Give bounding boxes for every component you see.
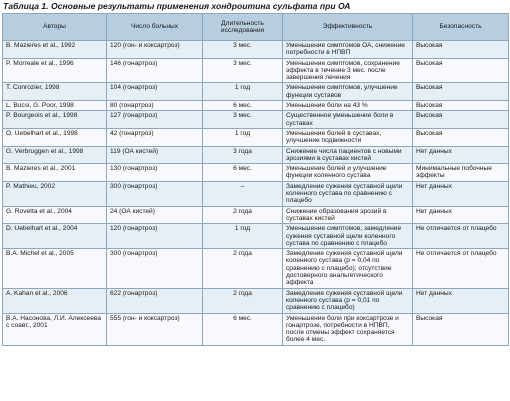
cell-patients: 80 (гонартроз) xyxy=(107,101,203,111)
cell-safety: Высокая xyxy=(413,101,509,111)
cell-duration: 1 год xyxy=(203,128,283,146)
header-duration: Длительность исследования xyxy=(203,14,283,41)
cell-patients: 555 (гон- и коксартроз) xyxy=(107,313,203,345)
cell-patients: 130 (гонартроз) xyxy=(107,164,203,182)
cell-duration: 6 мес. xyxy=(203,164,283,182)
cell-efficacy: Уменьшение болей в суставах, улучшение подвижности xyxy=(283,128,413,146)
cell-patients: 127 (гонартроз) xyxy=(107,111,203,129)
table-row xyxy=(3,206,509,224)
cell-authors: G. Verbruggen et al., 1998 xyxy=(3,146,107,164)
cell-duration: 2 года xyxy=(203,288,283,313)
cell-safety: Высокая xyxy=(413,41,509,59)
table-row xyxy=(3,58,509,83)
cell-authors: B.A. Michel et al., 2005 xyxy=(3,249,107,288)
cell-patients: 300 (гонартроз) xyxy=(107,181,203,206)
cell-efficacy: Уменьшение симптомов, улучшение функции суставов xyxy=(283,83,413,101)
cell-safety: Не отличается от плацебо xyxy=(413,224,509,249)
cell-duration: 2 года xyxy=(203,206,283,224)
cell-authors: A. Kahan et al., 2006 xyxy=(3,288,107,313)
cell-patients: 104 (гонартроз) xyxy=(107,83,203,101)
table-row xyxy=(3,101,509,111)
table-row xyxy=(3,128,509,146)
cell-efficacy: Уменьшение болей и улучшение функции коленного сустава xyxy=(283,164,413,182)
cell-safety: Нет данных xyxy=(413,288,509,313)
table-row xyxy=(3,83,509,101)
table-row xyxy=(3,313,509,345)
header-patients: Число больных xyxy=(107,14,203,41)
cell-duration: 1 год xyxy=(203,224,283,249)
cell-safety: Не отличается от плацебо xyxy=(413,249,509,288)
cell-authors: P. Mathieu, 2002 xyxy=(3,181,107,206)
cell-authors: В.А. Насонова, Л.И. Алексеева с соавт., 2001 xyxy=(3,313,107,345)
cell-safety: Высокая xyxy=(413,111,509,129)
cell-duration: 3 года xyxy=(203,146,283,164)
cell-authors: T. Conrozier, 1998 xyxy=(3,83,107,101)
cell-patients: 24 (ОА кистей) xyxy=(107,206,203,224)
cell-efficacy: Уменьшение симптомов, сохранение эффекта в течение 3 мес. после завершения лечения xyxy=(283,58,413,83)
cell-duration: 3 мес. xyxy=(203,111,283,129)
cell-efficacy: Замедление сужения суставной щели коленного сустава (р = 0,04 по сравнению с плацебо); отсутствие достоверного анальгетического эффекта xyxy=(283,249,413,288)
cell-authors: G. Rovetta et al., 2004 xyxy=(3,206,107,224)
cell-patients: 622 (гонартроз) xyxy=(107,288,203,313)
cell-safety: Высокая xyxy=(413,128,509,146)
table-row xyxy=(3,41,509,59)
header-efficacy: Эффективность xyxy=(283,14,413,41)
cell-authors: O. Uebelhart et al., 1998 xyxy=(3,128,107,146)
table-caption: Таблица 1. Основные результаты применения хондроитина сульфата при ОА xyxy=(3,1,351,11)
cell-duration: 6 мес. xyxy=(203,313,283,345)
cell-duration: – xyxy=(203,181,283,206)
cell-safety: Высокая xyxy=(413,58,509,83)
cell-safety: Минимальные побочные эффекты xyxy=(413,164,509,182)
cell-efficacy: Существенное уменьшение боли в суставах xyxy=(283,111,413,129)
cell-authors: B. Mazieres et al., 2001 xyxy=(3,164,107,182)
cell-efficacy: Уменьшение симптомов, замедление сужения суставной щели коленного сустава по сравнению с плацебо xyxy=(283,224,413,249)
table-row xyxy=(3,249,509,288)
cell-duration: 2 года xyxy=(203,249,283,288)
cell-duration: 3 мес. xyxy=(203,41,283,59)
cell-efficacy: Снижение образования эрозий в суставах кистей xyxy=(283,206,413,224)
table-row xyxy=(3,111,509,129)
table-row xyxy=(3,288,509,313)
cell-safety: Нет данных xyxy=(413,146,509,164)
cell-authors: P. Bourgeois et al., 1998 xyxy=(3,111,107,129)
table-body xyxy=(3,41,509,346)
table-row xyxy=(3,181,509,206)
cell-patients: 119 (ОА кистей) xyxy=(107,146,203,164)
cell-efficacy: Снижение числа пациентов с новыми эрозиями в суставах кистей xyxy=(283,146,413,164)
header-row xyxy=(3,14,509,41)
cell-patients: 42 (гонартроз) xyxy=(107,128,203,146)
cell-duration: 3 мес. xyxy=(203,58,283,83)
cell-authors: B. Mazieres et al., 1992 xyxy=(3,41,107,59)
header-authors: Авторы xyxy=(3,14,107,41)
cell-duration: 1 год xyxy=(203,83,283,101)
cell-efficacy: Замедление сужения суставной щели коленного сустава по сравнению с плацебо xyxy=(283,181,413,206)
cell-patients: 120 (гонартроз) xyxy=(107,224,203,249)
cell-efficacy: Уменьшение боли при коксартрозе и гонартрозе, потребности в НПВП, после отмены эффект сохраняется более 4 мес. xyxy=(283,313,413,345)
cell-authors: P. Morreale et al., 1996 xyxy=(3,58,107,83)
cell-efficacy: Замедление сужения суставной щели коленного сустава (р = 0,01 по сравнению с плацебо) xyxy=(283,288,413,313)
header-safety: Безопасность xyxy=(413,14,509,41)
table-row xyxy=(3,224,509,249)
cell-efficacy: Уменьшение боли на 43 % xyxy=(283,101,413,111)
cell-safety: Высокая xyxy=(413,313,509,345)
cell-safety: Нет данных xyxy=(413,181,509,206)
cell-patients: 120 (гон- и коксартроз) xyxy=(107,41,203,59)
table-row xyxy=(3,164,509,182)
cell-authors: D. Uebelhart et al., 2004 xyxy=(3,224,107,249)
cell-duration: 6 мес. xyxy=(203,101,283,111)
results-table xyxy=(2,13,509,346)
cell-authors: L. Bucsi, G. Poor, 1998 xyxy=(3,101,107,111)
cell-safety: Высокая xyxy=(413,83,509,101)
table-row xyxy=(3,146,509,164)
cell-patients: 300 (гонартроз) xyxy=(107,249,203,288)
cell-efficacy: Уменьшение симптомов ОА, снижение потребности в НПВП xyxy=(283,41,413,59)
cell-patients: 146 (гонартроз) xyxy=(107,58,203,83)
cell-safety: Нет данных xyxy=(413,206,509,224)
